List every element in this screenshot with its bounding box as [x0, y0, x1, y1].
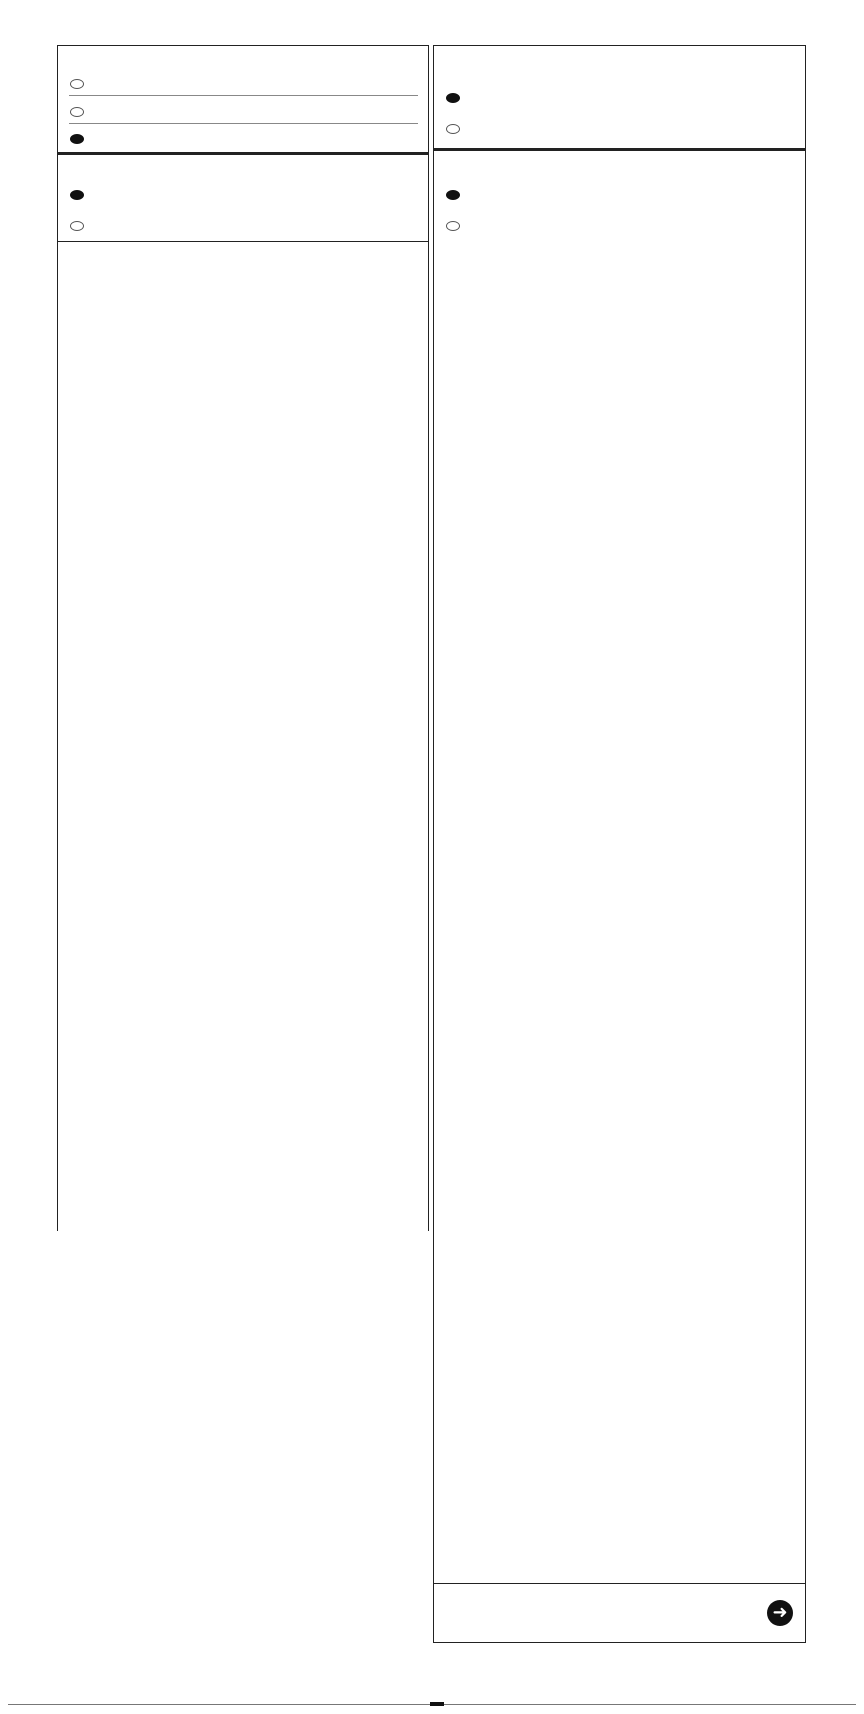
- vote-oval-icon[interactable]: [70, 79, 84, 89]
- vote-oval-filled-icon[interactable]: [70, 190, 84, 200]
- question-b: [434, 151, 805, 241]
- question-a: [434, 46, 805, 151]
- arrow-right-circle-icon: ➜: [767, 1600, 793, 1626]
- write-in-option[interactable]: [69, 124, 418, 144]
- vote-oval-icon[interactable]: [70, 221, 84, 231]
- response-against[interactable]: [69, 216, 418, 231]
- vote-oval-filled-icon[interactable]: [446, 190, 460, 200]
- response-against[interactable]: [445, 119, 795, 134]
- vote-all-sides-footer: [434, 1583, 805, 1642]
- question-1: [58, 155, 428, 242]
- response-for[interactable]: [445, 88, 795, 103]
- vote-oval-icon[interactable]: [70, 107, 84, 117]
- response-for[interactable]: [445, 185, 795, 200]
- candidate-option[interactable]: [69, 96, 418, 124]
- response-against[interactable]: [445, 216, 795, 231]
- candidate-option[interactable]: [69, 68, 418, 96]
- left-column: [57, 45, 429, 1231]
- contest-county-council: [58, 46, 428, 155]
- vote-oval-icon[interactable]: [446, 124, 460, 134]
- vote-oval-icon[interactable]: [446, 221, 460, 231]
- bottom-center-mark: [430, 1702, 444, 1706]
- vote-oval-filled-icon[interactable]: [446, 93, 460, 103]
- right-column: [433, 45, 806, 1643]
- response-for[interactable]: [69, 185, 418, 200]
- vote-oval-filled-icon[interactable]: [70, 134, 84, 144]
